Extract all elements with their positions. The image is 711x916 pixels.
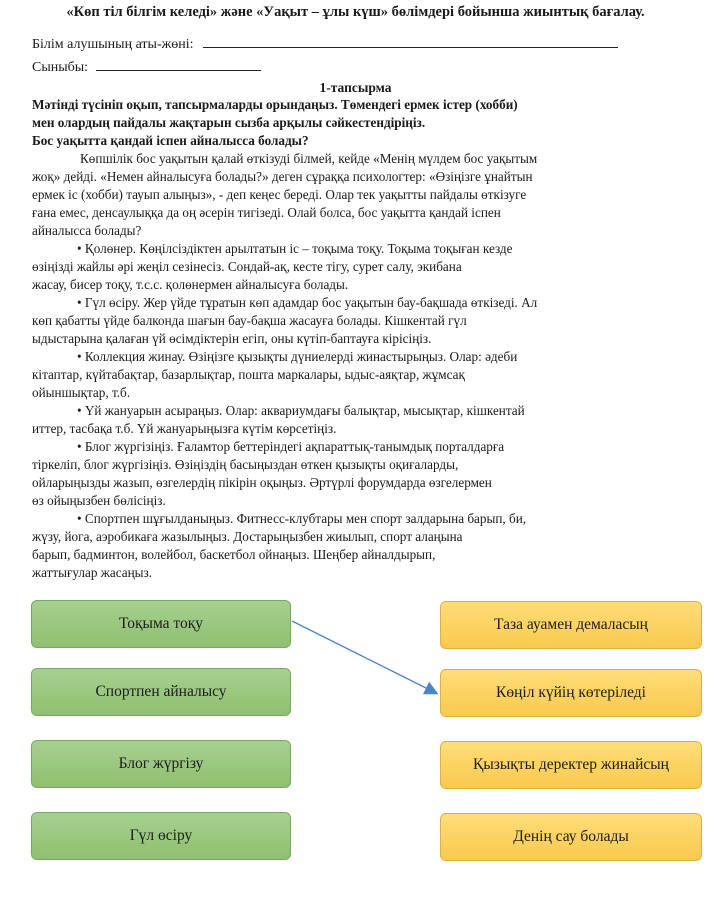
text-line: көп қабатты үйде балконда шағын бау-бақша жасауға болады. Кішкентай гүл	[32, 313, 467, 328]
text-line: кітаптар, күйтабақтар, базарлықтар, пошта маркалары, ыдыс-аяқтар, жұмсақ	[32, 367, 465, 382]
class-label: Сыныбы:	[32, 60, 89, 75]
text-line: иттер, тасбақа т.б. Үй жануарыңызға күтім көрсетіңіз.	[32, 421, 337, 436]
text-line: барып, бадминтон, волейбол, баскетбол ойнаңыз. Шеңбер айналдырып,	[32, 547, 436, 562]
task-number: 1-тапсырма	[319, 80, 392, 95]
text-line: өз ойыңызбен бөлісіңіз.	[32, 493, 166, 508]
text-line: тіркеліп, блог жүргізіңіз. Өзіңіздің басыңыздан өткен қызықты оқиғаларды,	[32, 457, 459, 472]
text-line: • Спортпен шұғылданыңыз. Фитнесс-клубтары мен спорт залдарына барып, би,	[77, 511, 527, 526]
text-line: • Блог жүргізіңіз. Ғаламтор беттеріндегі ақпараттық-танымдық порталдарға	[77, 439, 505, 454]
text-line: ермек іс (хобби) тауып алыңыз», - деп кеңес береді. Олар тек уақытты пайдалы өткізуге	[32, 187, 527, 202]
text-line: ойларыңызды жазып, өзгелердің пікірін оқыңыз. Әртүрлі форумдарда өзгелермен	[32, 475, 492, 490]
text-line: Көпшілік бос уақытын қалай өткізуді білмей, кейде «Менің мүлдем бос уақытым	[80, 151, 538, 166]
text-line: • Қолөнер. Көңілсіздіктен арылтатын іс – тоқыма тоқу. Тоқыма тоқыған кезде	[77, 241, 513, 256]
page-title: «Көп тіл білгім келеді» және «Уақыт – ұлы күш» бөлімдері бойынша жиынтық бағалау.	[66, 4, 645, 20]
hobby-box-gardening[interactable]: Гүл өсіру	[31, 812, 291, 860]
text-line: жоқ» дейді. «Немен айналысуға болады?» деген сұраққа психологтер: «Өзіңізге ұнайтын	[32, 169, 533, 184]
student-name-label: Білім алушының аты-жөні:	[32, 37, 194, 52]
text-line: ойыншықтар, т.б.	[32, 385, 131, 400]
text-line: • Гүл өсіру. Жер үйде тұратын көп адамдар бос уақытын бау-бақшада өткізеді. Ал	[77, 295, 538, 310]
benefit-box-facts[interactable]: Қызықты деректер жинайсың	[440, 741, 702, 789]
text-line: • Коллекция жинау. Өзіңізге қызықты дүниелерді жинастырыңыз. Олар: әдеби	[77, 349, 518, 364]
hobby-box-sport[interactable]: Спортпен айналысу	[31, 668, 291, 716]
text-line: жасау, бисер тоқу, т.с.с. қолөнермен айналысуға болады.	[32, 277, 349, 292]
text-line: • Үй жануарын асыраңыз. Олар: аквариумдағы балықтар, мысықтар, кішкентай	[77, 403, 525, 418]
benefit-box-health[interactable]: Денің сау болады	[440, 813, 702, 861]
text-line: жүзу, йога, аэробикаға жазылыңыз. Достарыңызбен жиылып, спорт алаңына	[32, 529, 463, 544]
text-line: ғана емес, денсаулыққа да оң әсерін тигізеді. Олай болса, бос уақытта қандай іспен	[32, 205, 501, 220]
text-line: жаттығулар жасаңыз.	[32, 565, 153, 580]
instruction-line: мен олардың пайдалы жақтарын сызба арқылы сәйкестендіріңіз.	[32, 115, 426, 130]
text-line: айналысса болады?	[32, 223, 142, 238]
text-subtitle: Бос уақытта қандай іспен айналысса болады?	[32, 133, 309, 148]
text-line: өзіңізді жайлы әрі жеңіл сезінесіз. Сондай-ақ, кесте тігу, сурет салу, экибана	[32, 259, 462, 274]
benefit-box-mood[interactable]: Көңіл күйің көтеріледі	[440, 669, 702, 717]
instruction-line: Мәтінді түсініп оқып, тапсырмаларды орындаңыз. Төмендегі ермек істер (хобби)	[32, 97, 518, 112]
benefit-box-fresh-air[interactable]: Таза ауамен демаласың	[440, 601, 702, 649]
text-line: ыдыстарына қалаған үй өсімдіктерін егіп, оны күтіп-баптауға кірісіңіз.	[32, 331, 432, 346]
arrow-line	[292, 621, 436, 693]
hobby-box-knitting[interactable]: Тоқыма тоқу	[31, 600, 291, 648]
hobby-box-blog[interactable]: Блог жүргізу	[31, 740, 291, 788]
